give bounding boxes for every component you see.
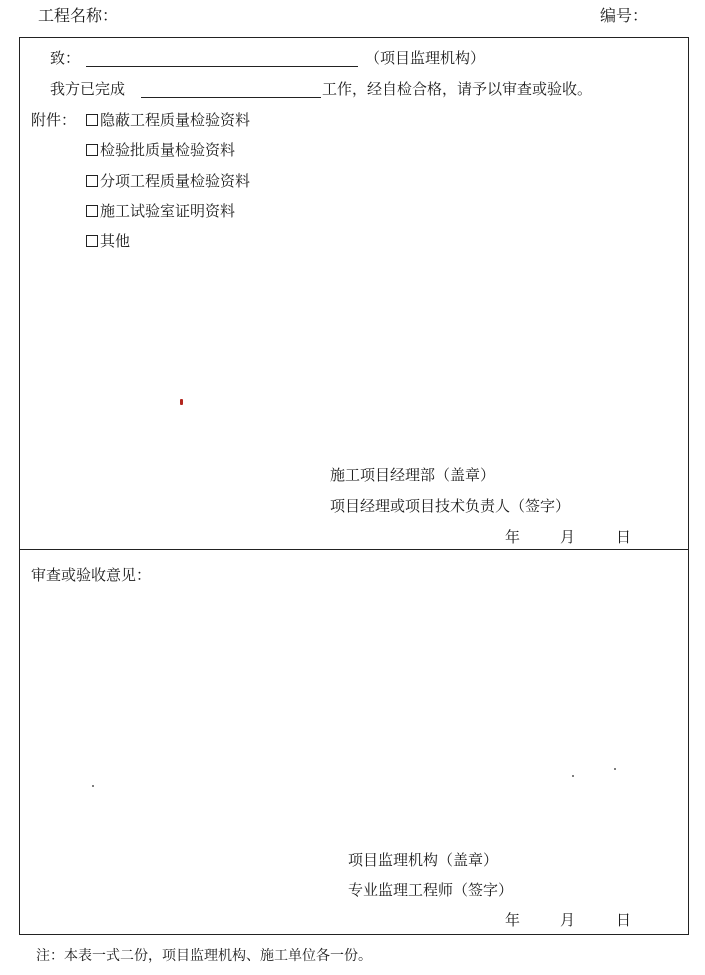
- date-year: 年: [505, 528, 521, 546]
- scan-speck: [572, 775, 574, 777]
- number-label: 编号：: [600, 6, 649, 25]
- attachment-item[interactable]: [86, 231, 130, 251]
- supervision-org-field[interactable]: [86, 66, 358, 67]
- attachment-label: 施工试验室证明资料: [100, 202, 236, 220]
- checkbox-icon[interactable]: [86, 114, 98, 126]
- attachment-label: 检验批质量检验资料: [100, 141, 236, 159]
- attachment-label: 分项工程质量检验资料: [100, 172, 251, 190]
- review-date-year: 年: [505, 911, 521, 929]
- attachment-item[interactable]: [86, 110, 250, 130]
- review-opinion-label: 审查或验收意见：: [31, 566, 152, 584]
- supervision-org-seal: 项目监理机构（盖章）: [348, 851, 499, 869]
- to-suffix: （项目监理机构）: [365, 49, 486, 67]
- project-name-label: 工程名称：: [38, 6, 119, 25]
- to-label: 致：: [50, 49, 81, 67]
- completed-prefix: 我方已完成: [50, 80, 126, 98]
- checkbox-icon[interactable]: [86, 144, 98, 156]
- section-divider: [19, 549, 689, 550]
- completed-work-field[interactable]: [141, 97, 321, 98]
- review-date-month: 月: [560, 911, 576, 929]
- checkbox-icon[interactable]: [86, 175, 98, 187]
- checkbox-icon[interactable]: [86, 235, 98, 247]
- supervising-engineer-signatory: 专业监理工程师（签字）: [348, 881, 514, 899]
- attachment-item[interactable]: [86, 201, 235, 221]
- scan-speck: [614, 768, 616, 770]
- ink-mark: [180, 399, 183, 405]
- attachments-label: 附件：: [31, 111, 77, 129]
- attachment-label: 隐蔽工程质量检验资料: [100, 111, 251, 129]
- scan-speck: [92, 785, 94, 787]
- completed-suffix: 工作，经自检合格，请予以审查或验收。: [322, 80, 593, 98]
- date-month: 月: [560, 528, 576, 546]
- date-day: 日: [616, 528, 632, 546]
- attachment-item[interactable]: [86, 171, 250, 191]
- attachment-label: 其他: [100, 232, 131, 250]
- footer-note: 注：本表一式二份，项目监理机构、施工单位各一份。: [36, 948, 372, 964]
- contractor-department-seal: 施工项目经理部（盖章）: [330, 466, 496, 484]
- attachment-item[interactable]: [86, 140, 235, 160]
- checkbox-icon[interactable]: [86, 205, 98, 217]
- contractor-signatory: 项目经理或项目技术负责人（签字）: [330, 497, 571, 515]
- review-date-day: 日: [616, 911, 632, 929]
